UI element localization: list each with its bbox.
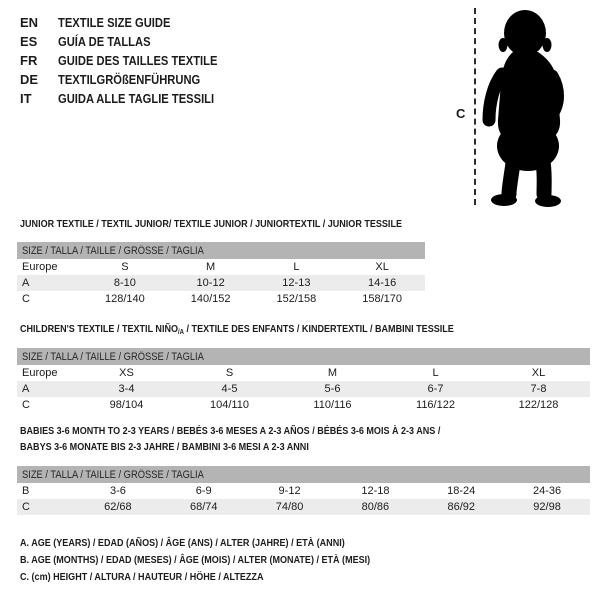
size-cell: L <box>293 261 300 273</box>
junior-size-header-text: SIZE / TALLA / TAILLE / GRÖSSE / TAGLIA <box>22 244 204 257</box>
height-measure-dashed-line <box>474 8 476 205</box>
age-cell: 14-16 <box>368 277 397 289</box>
height-cell: 128/140 <box>104 293 145 305</box>
age-cell: 5-6 <box>324 383 341 395</box>
table-row <box>17 483 590 499</box>
row-label-c: C <box>22 399 30 411</box>
height-cell: 158/170 <box>362 293 402 305</box>
language-title-list <box>20 13 243 108</box>
babies-size-header-band <box>17 466 590 483</box>
children-section-title-text <box>20 322 454 341</box>
children-title-post: / TEXTILE DES ENFANTS / KINDERTEXTIL / BAMBINI TESSILE <box>184 323 454 335</box>
age-cell: 9-12 <box>278 485 301 497</box>
table-row <box>17 365 590 381</box>
size-cell: S <box>225 367 234 379</box>
junior-size-header-band <box>17 242 425 259</box>
size-cell: XL <box>531 367 546 379</box>
age-cell: 3-6 <box>109 485 126 497</box>
children-size-header-text: SIZE / TALLA / TAILLE / GRÖSSE / TAGLIA <box>22 350 204 363</box>
age-cell: 6-7 <box>427 383 444 395</box>
height-cell: 92/98 <box>533 501 561 513</box>
age-cell: 10-12 <box>196 277 225 289</box>
language-row-it <box>20 89 243 108</box>
table-row <box>17 381 590 397</box>
language-row-es <box>20 32 243 51</box>
babies-size-table <box>17 466 590 515</box>
language-title-it: GUIDA ALLE TAGLIE TESSILI <box>58 91 215 106</box>
row-label-europe: Europe <box>22 367 58 379</box>
height-cell: 98/104 <box>109 399 144 411</box>
row-label-b: B <box>22 485 30 497</box>
baby-silhouette-icon <box>482 8 574 208</box>
language-title-es: GUÍA DE TALLAS <box>58 34 151 49</box>
footnote-a: A. AGE (YEARS) / EDAD (AÑOS) / ÂGE (ANS) / ALTER (JAHRE) / ETÀ (ANNI) <box>20 537 345 549</box>
age-cell: 8-10 <box>113 277 136 289</box>
children-section-title <box>20 322 524 341</box>
footnote-b: B. AGE (MONTHS) / EDAD (MESES) / ÂGE (MOIS) / ALTER (MONATE) / ETÀ (MESI) <box>20 554 371 566</box>
children-title-subscript: /A <box>178 329 185 336</box>
babies-section-title <box>20 424 509 455</box>
size-cell: XS <box>119 367 134 379</box>
language-title-de: TEXTILGRÖßENFÜHRUNG <box>58 72 201 87</box>
size-cell: M <box>327 367 338 379</box>
height-cell: 104/110 <box>210 399 249 411</box>
row-label-a: A <box>22 277 30 289</box>
height-cell: 140/152 <box>190 293 231 305</box>
language-title-fr: GUIDE DES TAILLES TEXTILE <box>58 53 218 68</box>
babies-size-header-text: SIZE / TALLA / TAILLE / GRÖSSE / TAGLIA <box>22 468 204 481</box>
size-cell: XL <box>375 261 389 273</box>
row-label-c: C <box>22 501 30 513</box>
children-size-header-band <box>17 348 590 365</box>
babies-title-line1: BABIES 3-6 MONTH TO 2-3 YEARS / BEBÉS 3-6 MESES A 2-3 AÑOS / BÉBÉS 3-6 MOIS À 2-3 ANS / <box>20 425 441 437</box>
row-label-europe: Europe <box>22 261 58 273</box>
height-cell: 152/158 <box>276 293 317 305</box>
junior-size-table <box>17 242 425 307</box>
language-row-fr <box>20 51 243 70</box>
row-label-a: A <box>22 383 30 395</box>
age-cell: 4-5 <box>221 383 238 395</box>
height-cell: 86/92 <box>447 501 475 513</box>
row-label-c: C <box>22 293 30 305</box>
language-row-en <box>20 13 243 32</box>
age-cell: 6-9 <box>195 485 212 497</box>
junior-section-title-text: JUNIOR TEXTILE / TEXTIL JUNIOR/ TEXTILE JUNIOR / JUNIORTEXTIL / JUNIOR TESSILE <box>20 218 402 230</box>
size-cell: L <box>432 367 439 379</box>
age-cell: 18-24 <box>447 485 476 497</box>
table-row <box>17 499 590 515</box>
children-size-table <box>17 348 590 413</box>
height-cell: 62/68 <box>104 501 132 513</box>
babies-title-line2: BABYS 3-6 MONATE BIS 2-3 JAHRE / BAMBINI 3-6 MESI A 2-3 ANNI <box>20 440 309 453</box>
age-cell: 7-8 <box>530 383 547 395</box>
language-row-de <box>20 70 243 89</box>
age-cell: 12-13 <box>282 277 311 289</box>
junior-section-title <box>20 217 464 233</box>
language-title-en: TEXTILE SIZE GUIDE <box>58 15 171 30</box>
language-code-es: ES <box>20 34 38 49</box>
language-code-it: IT <box>20 91 32 106</box>
height-cell: 116/122 <box>416 399 455 411</box>
children-title-pre: CHILDREN'S TEXTILE / TEXTIL NIÑO <box>20 323 179 335</box>
age-cell: 12-18 <box>361 485 390 497</box>
height-cell: 74/80 <box>275 501 304 513</box>
language-code-fr: FR <box>20 53 38 68</box>
language-code-de: DE <box>20 72 39 87</box>
height-cell: 80/86 <box>361 501 390 513</box>
age-cell: 3-4 <box>118 383 135 395</box>
height-cell: 110/116 <box>313 399 352 411</box>
table-row <box>17 291 425 307</box>
size-cell: M <box>206 261 216 273</box>
table-row <box>17 275 425 291</box>
footnotes <box>20 535 427 586</box>
height-cell: 68/74 <box>189 501 218 513</box>
footnote-c: C. (cm) HEIGHT / ALTURA / HAUTEUR / HÖHE / ALTEZZA <box>20 571 264 583</box>
table-row <box>17 259 425 275</box>
table-row <box>17 397 590 413</box>
language-code-en: EN <box>20 15 39 30</box>
height-measure-label: C <box>456 106 466 121</box>
age-cell: 24-36 <box>532 485 562 497</box>
height-cell: 122/128 <box>518 399 559 411</box>
size-cell: S <box>121 261 129 273</box>
